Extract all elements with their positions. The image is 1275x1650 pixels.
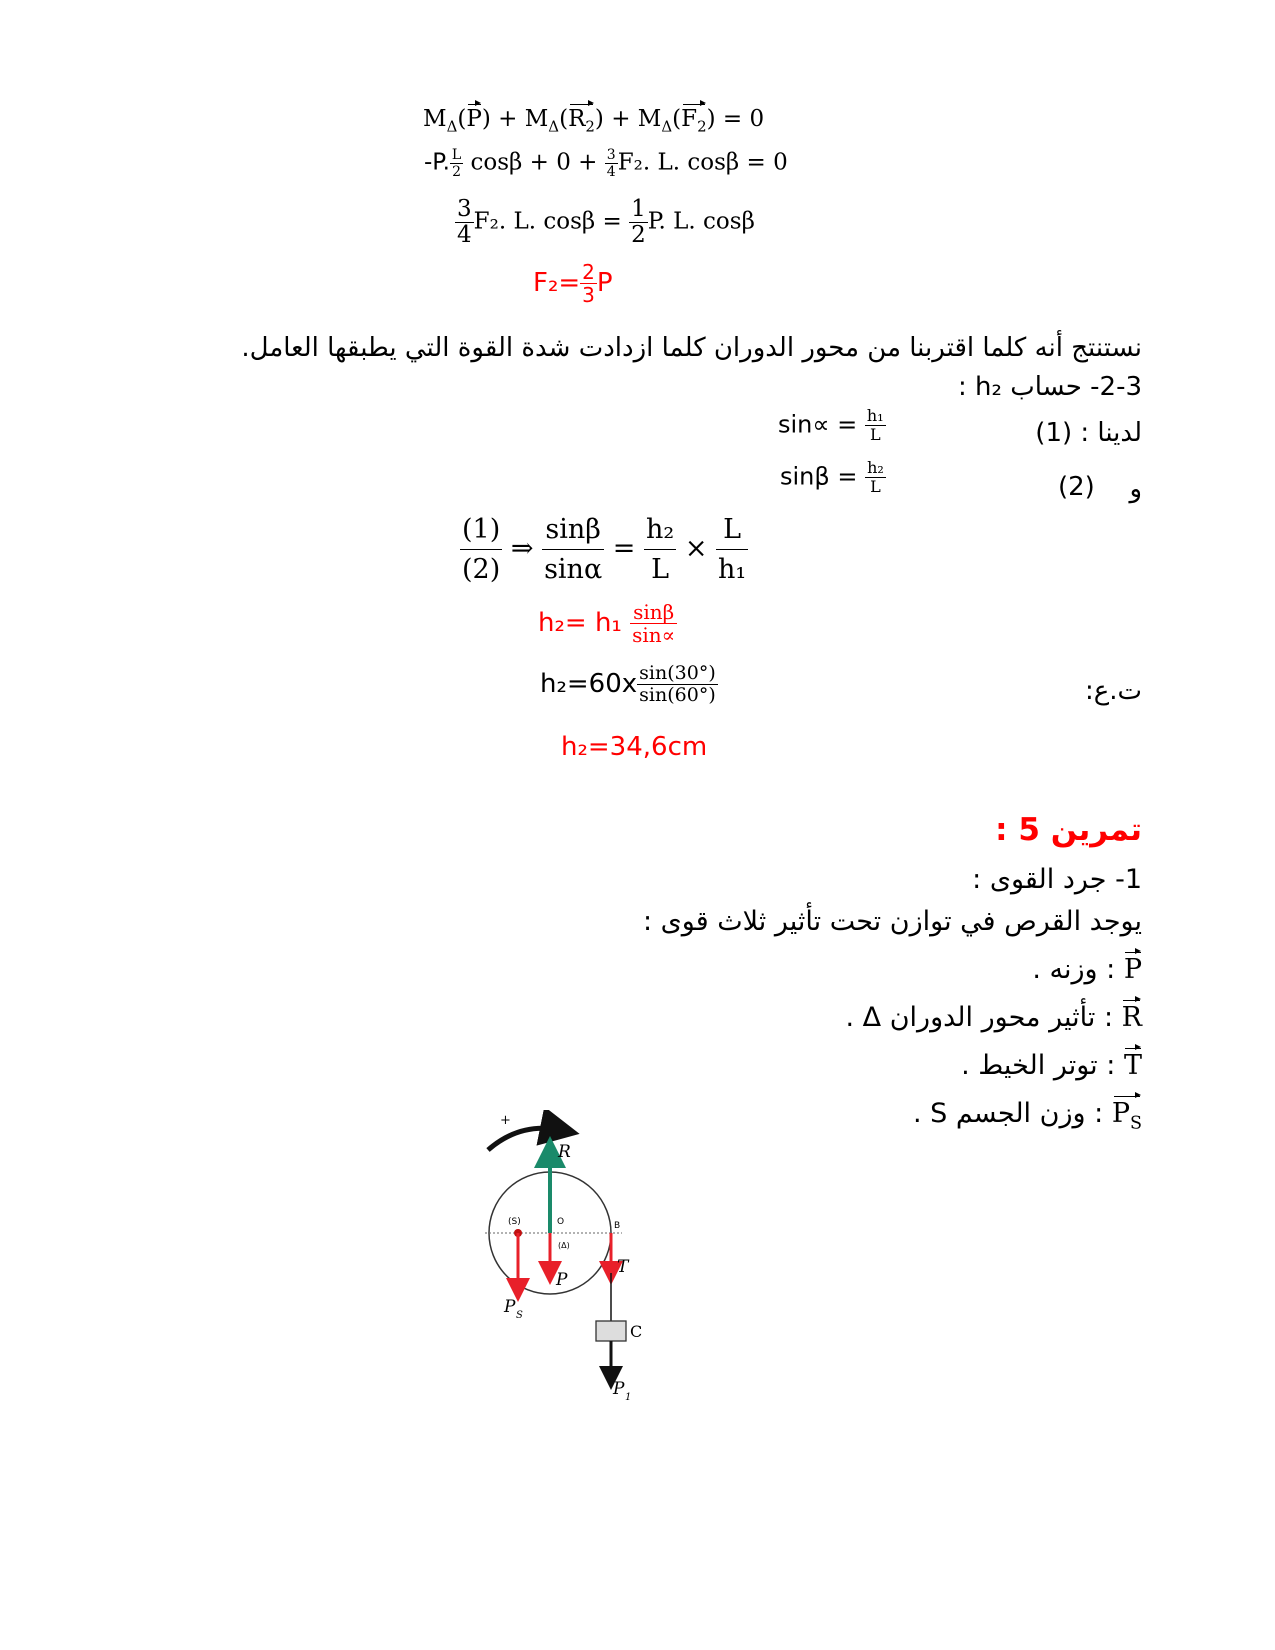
- cos-plus-zero: cosβ + 0 +: [470, 149, 598, 176]
- sinb-sina: [542, 516, 604, 583]
- den-3: 3: [582, 283, 595, 307]
- r-label: R: [558, 1142, 571, 1162]
- num-h1: h₁: [866, 406, 884, 425]
- force-item-1: [1032, 954, 1142, 985]
- l-over-2: [450, 148, 463, 179]
- h-den: L: [651, 554, 670, 585]
- r-num: (1): [460, 516, 502, 550]
- den-sin60: sin(60°): [639, 684, 716, 706]
- ratio-equation: [460, 516, 748, 583]
- vec-letter: P: [1123, 954, 1142, 985]
- sin-alpha-label: sin∝ =: [778, 410, 858, 439]
- implies: ⇒: [510, 533, 534, 564]
- sin-alpha-eq: [778, 408, 886, 443]
- exercise-title: تمرين 5 :: [995, 812, 1142, 848]
- l-h1: [716, 516, 748, 583]
- sub-2b: 2: [697, 117, 707, 136]
- plcos: P. L. cosβ: [647, 208, 755, 235]
- l-den: h₁: [718, 554, 747, 585]
- force-item-3: [961, 1050, 1142, 1081]
- m-symbol-2: M: [524, 106, 549, 132]
- den-2: 2: [631, 222, 646, 248]
- ps-label: P: [504, 1297, 516, 1317]
- num-h2: h₂: [867, 458, 884, 477]
- force-item-4: [913, 1098, 1142, 1133]
- frac-den-4: 4: [606, 164, 616, 180]
- frac-num-3: 3: [606, 147, 616, 163]
- f2-right: P: [596, 268, 613, 298]
- t-label: T: [617, 1257, 629, 1277]
- f2-left: F₂=: [533, 268, 581, 298]
- given-2-label: (2): [1058, 472, 1095, 502]
- sin30-sin60: [637, 664, 718, 705]
- three-quarter: [455, 198, 474, 247]
- vec-r: [1122, 1002, 1142, 1033]
- sinb-over-sina: [630, 602, 677, 645]
- forces-heading: 1- جرد القوى :: [972, 864, 1142, 895]
- plus-2: +: [611, 106, 631, 132]
- sin-beta-eq: [780, 460, 886, 495]
- sub-2: 2: [585, 117, 595, 136]
- vector-f2: [681, 106, 706, 136]
- neg-p: -P.: [424, 149, 450, 176]
- item-text: : وزنه .: [1032, 954, 1116, 985]
- h1-over-l: [865, 408, 886, 443]
- item-text-4: : وزن الجسم S .: [912, 1098, 1104, 1129]
- b-label: B: [614, 1221, 621, 1231]
- given-1-label: لدينا : (1): [1035, 418, 1142, 448]
- h2f-den: sin∝: [632, 623, 676, 647]
- h-num: h₂: [644, 516, 676, 550]
- force-item-2: [845, 1002, 1142, 1033]
- p1-sub: 1: [625, 1392, 632, 1403]
- moment-equation-simplified: [455, 198, 755, 247]
- delta-sub-3: Δ: [661, 117, 673, 136]
- vec-t: [1124, 1050, 1142, 1081]
- num-sin30: sin(30°): [639, 662, 716, 684]
- h2-result: h₂=34,6cm: [561, 732, 708, 762]
- p1-label: P: [613, 1379, 625, 1399]
- den-l-2: L: [870, 477, 881, 496]
- delta-sub-2: Δ: [548, 117, 560, 136]
- vec-p: [1124, 954, 1142, 985]
- ps-sub: S: [516, 1310, 523, 1321]
- h2f-num: sinβ: [630, 602, 677, 624]
- moment-equation-expanded: [424, 148, 788, 179]
- vec-letter-t: T: [1123, 1050, 1142, 1081]
- given-2-wa: و: [1129, 474, 1142, 504]
- h2-left: h₂= h₁: [538, 608, 622, 638]
- l-num: L: [716, 516, 748, 550]
- s-den: sinα: [544, 554, 603, 585]
- plus-1: +: [498, 106, 518, 132]
- vector-r2: [568, 106, 595, 136]
- rotation-arrow: [488, 1128, 560, 1150]
- one-half: [629, 198, 648, 247]
- numeric-label: ت.ع:: [1084, 676, 1142, 706]
- frac-num: L: [451, 147, 462, 163]
- c-label: C: [630, 1322, 643, 1341]
- h2-l: [644, 516, 676, 583]
- times: ×: [684, 533, 708, 564]
- vec-sub-s: S: [1129, 1113, 1142, 1134]
- r-den: (2): [462, 554, 501, 585]
- num-2: 2: [582, 260, 595, 284]
- section-3-2-heading: 2-3- حساب h₂ :: [958, 372, 1142, 402]
- m-symbol: M: [423, 106, 447, 132]
- p-letter: P: [466, 106, 482, 132]
- eq-zero: = 0: [722, 106, 765, 132]
- frac-den: 2: [452, 164, 462, 180]
- two-thirds: [580, 262, 597, 305]
- den-l: L: [869, 425, 881, 444]
- vec-letter-r: R: [1121, 1002, 1142, 1033]
- num-left: h₂=60x: [540, 669, 638, 699]
- s-num: sinβ: [542, 516, 604, 550]
- h2-over-l: [865, 460, 886, 495]
- numeric-application: [540, 664, 718, 705]
- p-label: P: [556, 1270, 568, 1290]
- o-label: O: [557, 1217, 565, 1227]
- item-text-2: : تأثير محور الدوران Δ .: [845, 1002, 1114, 1033]
- equals: =: [612, 533, 636, 564]
- vector-p: [466, 106, 481, 132]
- f2-result: [533, 262, 613, 305]
- den: 4: [457, 222, 472, 248]
- num: 3: [457, 196, 472, 222]
- forces-intro: يوجد القرص في توازن تحت تأثير ثلاث قوى :: [642, 906, 1142, 937]
- f2-lcos-eq: F₂. L. cosβ =: [473, 208, 622, 235]
- r-letter: R: [568, 106, 586, 132]
- h2-formula: [538, 602, 677, 645]
- ratio-1-2: [460, 516, 502, 583]
- f-letter: F: [681, 106, 698, 132]
- disk-diagram: [480, 1110, 670, 1410]
- block-c: [596, 1321, 626, 1341]
- delta-label: (Δ): [558, 1241, 570, 1250]
- f2-lcos: F₂. L. cosβ = 0: [617, 149, 788, 176]
- plus-sign: +: [500, 1113, 511, 1128]
- delta-sub: Δ: [446, 117, 458, 136]
- vec-ps: [1112, 1098, 1142, 1133]
- item-text-3: : توتر الخيط .: [961, 1050, 1116, 1081]
- num-1: 1: [631, 196, 646, 222]
- moment-equation: $M_\Delta(P) + M_\Delta(R_2) + M_\Delta(F_2) = 0$: [423, 106, 765, 136]
- sin-beta-label: sinβ =: [780, 462, 858, 491]
- conclusion-text: نستنتج أنه كلما اقتربنا من محور الدوران كلما ازدادت شدة القوة التي يطبقها العامل.: [241, 333, 1142, 363]
- three-over-four: [605, 148, 618, 179]
- vec-letter-p: P: [1111, 1098, 1130, 1129]
- s-label: (S): [508, 1217, 521, 1227]
- m-symbol-3: M: [637, 106, 662, 132]
